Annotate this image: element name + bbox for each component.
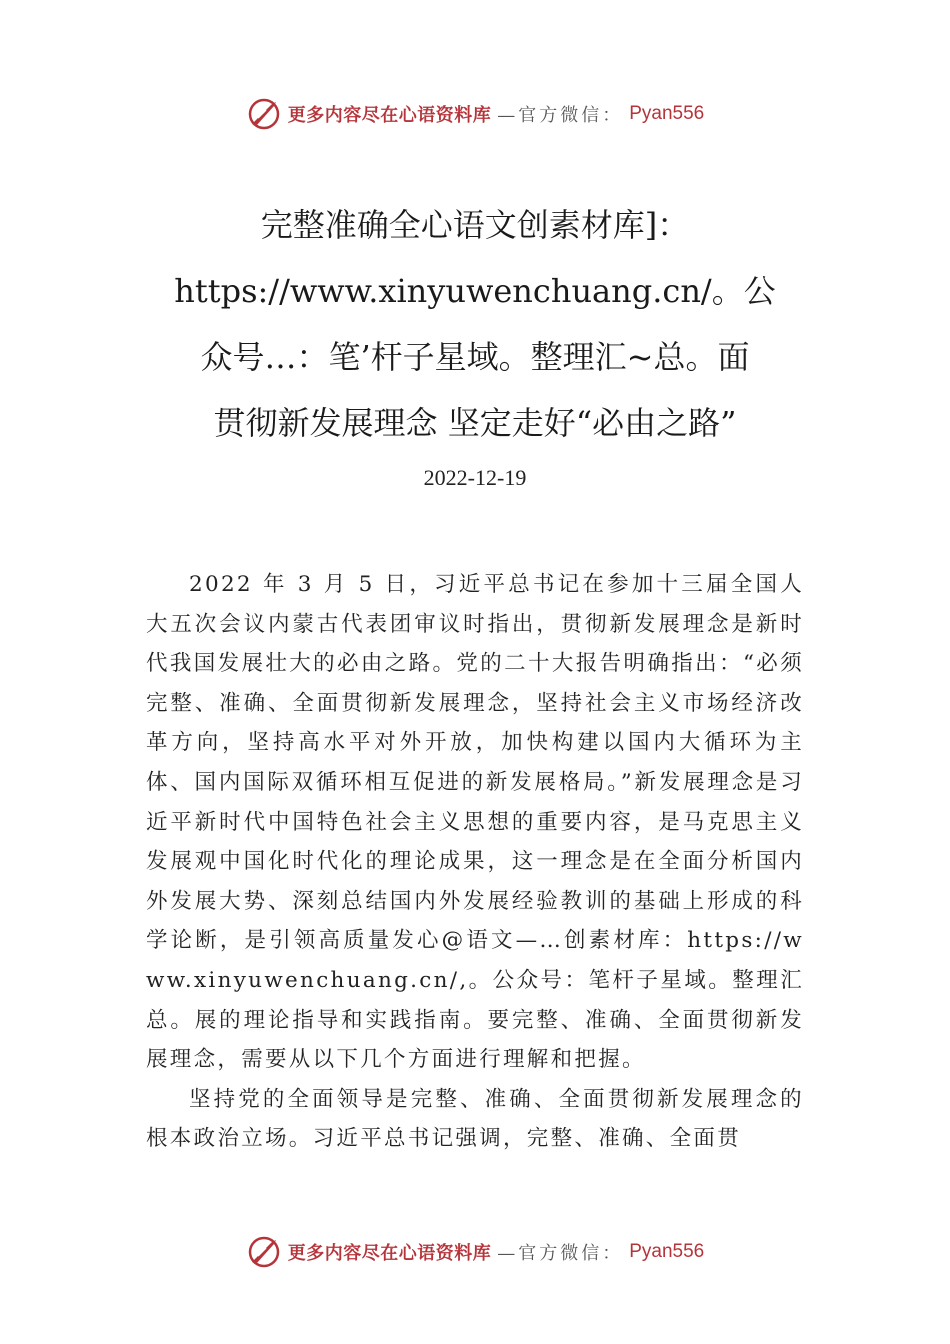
title-line: https://www.xinyuwenchuang.cn/。公 [174, 272, 776, 310]
title-line: 众号…：笔’杆子星域。整理汇~总。面 [200, 338, 750, 376]
quill-logo-icon [246, 96, 282, 132]
publish-date: 2022-12-19 [423, 465, 527, 490]
header-banner [0, 94, 950, 134]
banner-main-text: 更多内容尽在心语资料库 [287, 1243, 492, 1264]
banner-wechat-id: Pyan556 [629, 103, 705, 124]
article-body [146, 565, 804, 1159]
banner-sub-text: —官方微信： [497, 105, 624, 126]
banner-sub-text: —官方微信： [497, 1243, 624, 1264]
banner-main-text: 更多内容尽在心语资料库 [287, 105, 492, 126]
paragraph: 2022 年 3 月 5 日，习近平总书记在参加十三届全国人大五次会议内蒙古代表团审议时指出，贯彻新发展理念是新时代我国发展壮大的必由之路。党的二十大报告明确指出：“必须完整、准确、全面贯彻新发展理念，坚持社会主义市场经济改革方向，坚持高水平对外开放，加快构建以国内大循环为主体、国内国际双循环相互促进的新发展格局。”新发展理念是习近平新时代中国特色社会主义思想的重要内容，是马克思主义发展观中国化时代化的理论成果，这一理念是在全面分析国内外发展大势、深刻总结国内外发展经验教训的基础上形成的科学论断，是引领高质量发心@语文—…创素材库：https://www.xinyuwenchuang.cn/,。公众号：笔杆子星域。整理汇总。展的理论指导和实践指南。要完整、准确、全面贯彻新发展理念，需要从以下几个方面进行理解和把握。 [146, 572, 804, 1073]
title-line: 贯彻新发展理念 坚定走好“必由之路” [213, 404, 737, 442]
footer-banner [0, 1232, 950, 1272]
document-title [150, 192, 800, 456]
title-line: 完整准确全心语文创素材库]： [260, 206, 690, 244]
banner-wechat-id: Pyan556 [629, 1241, 705, 1262]
quill-logo-icon [246, 1234, 282, 1270]
paragraph: 坚持党的全面领导是完整、准确、全面贯彻新发展理念的根本政治立场。习近平总书记强调，完整、准确、全面贯 [146, 1086, 804, 1152]
